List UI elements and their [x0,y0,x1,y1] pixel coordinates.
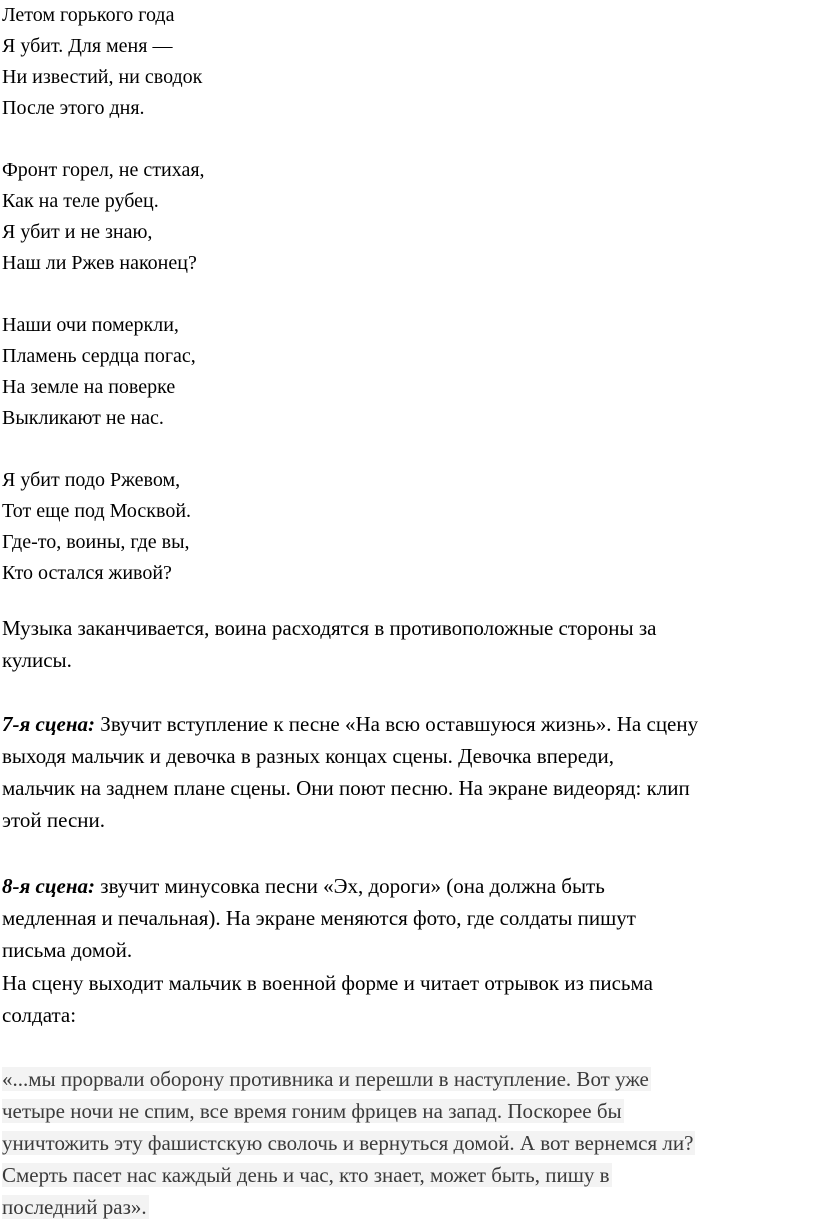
poem-line: Кто остался живой? [2,562,172,584]
poem-line: Наш ли Ржев наконец? [2,252,197,274]
poem-stanza-2 [2,155,205,279]
quote-line: уничтожить эту фашистскую сволочь и вернуться домой. А вот вернемся ли? [2,1131,694,1155]
poem-line: Я убит и не знаю, [2,221,153,243]
scene-7-paragraph [2,708,812,836]
text-line: этой песни. [2,808,106,832]
text-line [2,870,812,902]
text-line: Музыка заканчивается, воина расходятся в противоположные стороны за [2,616,657,640]
quote-line: четыре ночи не спим, все время гоним фрицев на запад. Поскорее бы [2,1099,622,1123]
poem-line: На земле на поверке [2,376,176,398]
stage-direction-music-ends [2,612,812,676]
quote-line: последний раз». [2,1195,147,1219]
stage-direction-boy-enters [2,967,812,1031]
text-line: На сцену выходит мальчик в военной форме и читает отрывок из письма [2,971,653,995]
poem-line: Наши очи померкли, [2,314,179,336]
scene-8-paragraph [2,870,812,966]
scene-7-text: Звучит вступление к песне «На всю оставшуюся жизнь». На сцену [95,712,699,736]
poem-stanza-4 [2,465,205,589]
text-line: выходя мальчик и девочка в разных концах сцены. Девочка впереди, [2,744,614,768]
poem-line: Тот еще под Москвой. [2,500,192,522]
poem [2,0,205,589]
scene-8-text: звучит минусовка песни «Эх, дороги» (она должна быть [95,874,605,898]
text-line [2,708,812,740]
quote-line: «...мы прорвали оборону противника и перешли в наступление. Вот уже [2,1067,649,1091]
text-line: письма домой. [2,938,133,962]
poem-line: Пламень сердца погас, [2,345,196,367]
quote-line: Смерть пасет нас каждый день и час, кто знает, может быть, пишу в [2,1163,610,1187]
text-line: солдата: [2,1003,77,1027]
soldier-letter-quote [0,1063,816,1223]
text-line: медленная и печальная). На экране меняются фото, где солдаты пишут [2,906,636,930]
poem-line: Где-то, воины, где вы, [2,531,190,553]
poem-line: Как на теле рубец. [2,190,159,212]
poem-line: После этого дня. [2,97,145,119]
poem-stanza-1 [2,0,205,124]
poem-line: Я убит. Для меня — [2,35,173,57]
text-line: кулисы. [2,648,72,672]
poem-line: Я убит подо Ржевом, [2,469,181,491]
scene-7-label: 7-я сцена: [2,712,96,736]
poem-line: Ни известий, ни сводок [2,66,203,88]
poem-line: Летом горького года [2,4,175,26]
poem-stanza-3 [2,310,205,434]
poem-line: Фронт горел, не стихая, [2,159,205,181]
scene-8-label: 8-я сцена: [2,874,96,898]
text-line: мальчик на заднем плане сцены. Они поют песню. На экране видеоряд: клип [2,776,690,800]
poem-line: Выкликают не нас. [2,407,164,429]
